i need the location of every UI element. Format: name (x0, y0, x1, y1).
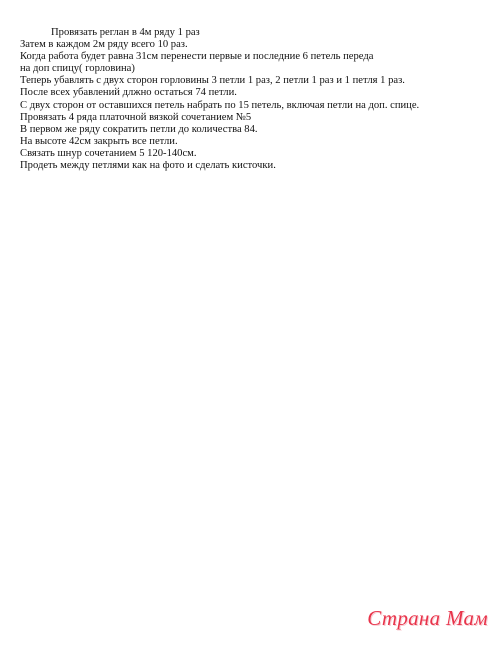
instruction-line: Провязать 4 ряда платочной вязкой сочетанием №5 (20, 111, 252, 123)
instruction-line: Когда работа будет равна 31см перенести первые и последние 6 петель переда (20, 51, 374, 63)
instruction-line: После всех убавлений длжно остаться 74 петли. (20, 87, 237, 99)
instruction-line: Продеть между петлями как на фото и сделать кисточки. (20, 160, 276, 172)
knitting-instructions (20, 27, 490, 172)
instruction-line: Затем в каждом 2м ряду всего 10 раз. (20, 39, 188, 51)
instruction-line: На высоте 42см закрыть все петли. (20, 135, 178, 147)
instruction-line: В первом же ряду сократить петли до количества 84. (20, 123, 258, 135)
site-watermark: Страна Мам (367, 606, 488, 630)
instruction-line: Провязать реглан в 4м ряду 1 раз (51, 27, 200, 38)
instruction-line: Связать шнур сочетанием 5 120-140см. (20, 147, 197, 159)
instruction-line: Теперь убавлять с двух сторон горловины 3 петли 1 раз, 2 петли 1 раз и 1 петля 1 раз. (20, 75, 405, 87)
instruction-line: на доп спицу( горловина) (20, 63, 135, 75)
instruction-line: С двух сторон от оставшихся петель набрать по 15 петель, включая петли на доп. спице. (20, 99, 420, 111)
